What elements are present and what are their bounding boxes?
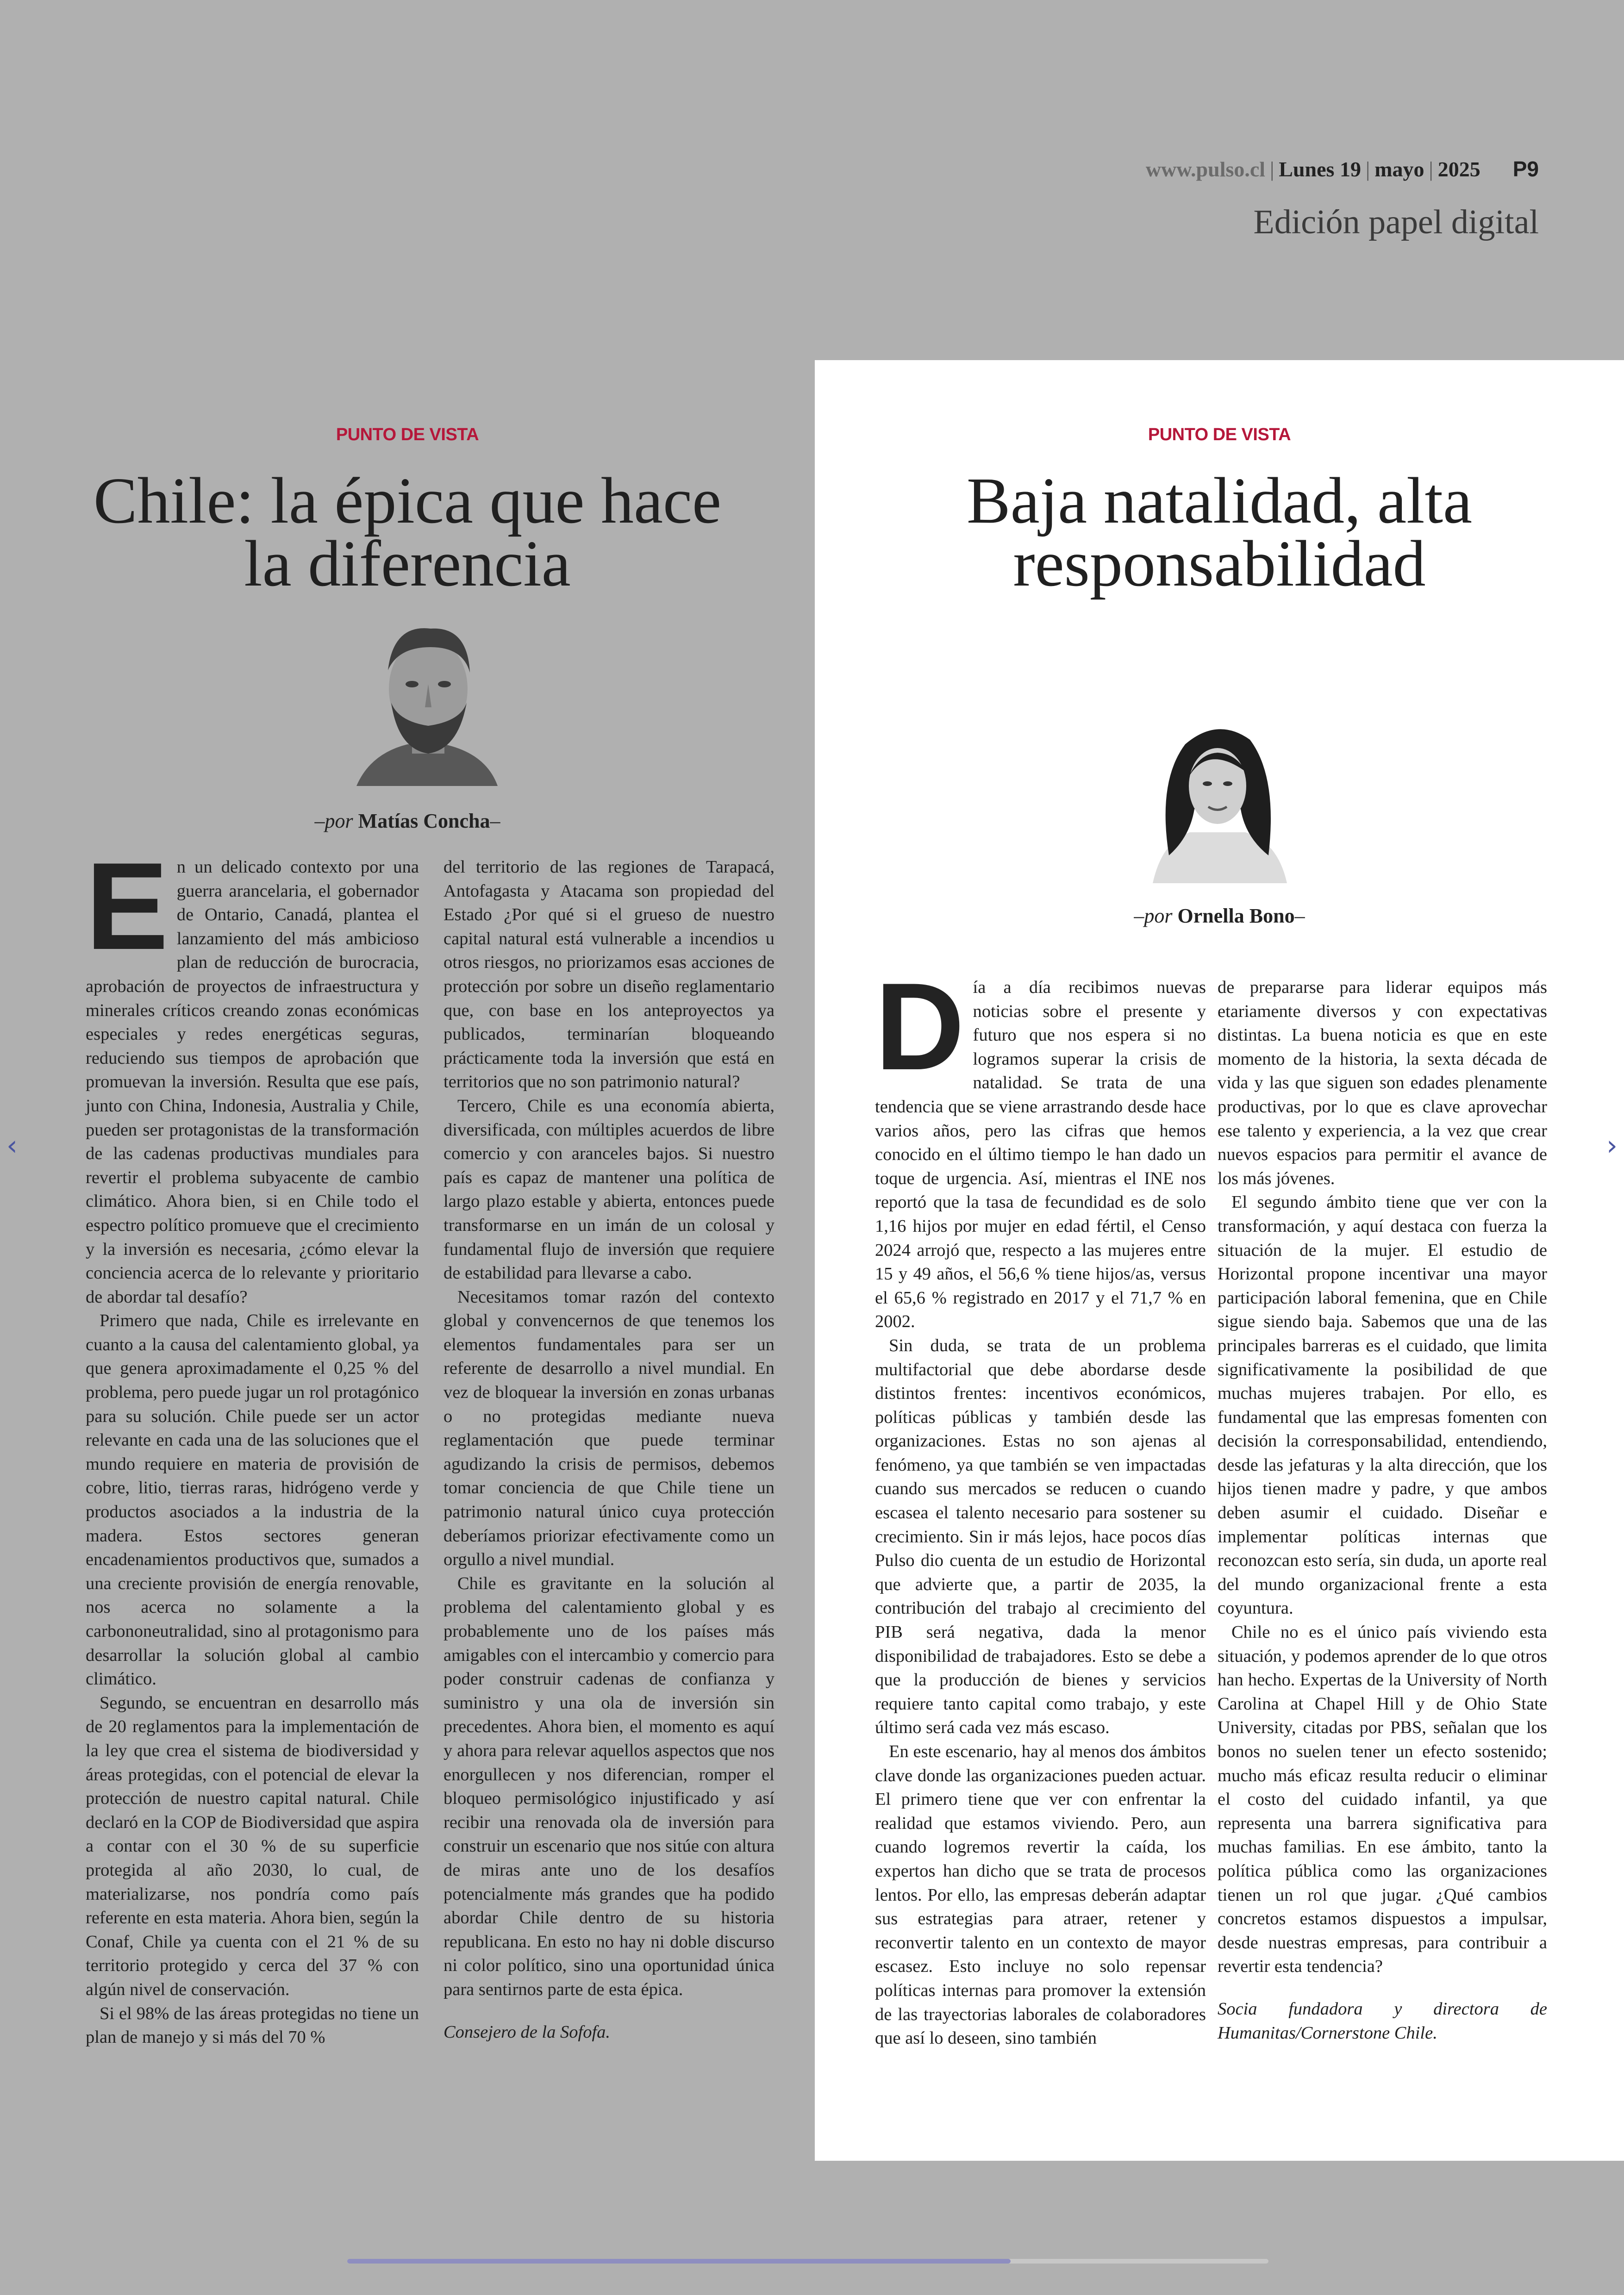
title-line-1: Chile: la épica que hace bbox=[93, 464, 722, 537]
article-column-2 bbox=[1218, 976, 1547, 2045]
byline bbox=[0, 809, 815, 833]
section-label: PUNTO DE VISTA bbox=[336, 425, 479, 444]
article-title bbox=[0, 464, 815, 600]
page-number: P9 bbox=[1512, 157, 1539, 181]
author-portrait-icon bbox=[352, 615, 500, 786]
paragraph: Chile no es el único país viviendo esta situación, y podemos aprender de lo que otros han hecho. Expertas de la University of North Carolina at Chapel Hill y de Ohio State University, citadas por PBS, señalan que los bonos no suelen tener un efecto sostenido; mucho más eficaz resulta reducir o eliminar el costo del cuidado infantil, ya que representa una barrera significativa para muchas familias. En ese ámbito, tanto la política pública como las organizaciones tienen un rol que jugar. ¿Qué cambios concretos estamos dispuestos a impulsar, desde nuestras empresas, para contribuir a revertir esta tendencia? bbox=[1218, 1622, 1547, 1977]
paragraph: Segundo, se encuentran en desarrollo más de 20 reglamentos para la implementación de la ley que crea el sistema de biodiversidad y áreas protegidas, con el potencial de elevar la protección de nuestro capital natural. Chile declaró en la COP de Biodiversidad que aspira a contar con el 30 % de su superficie protegida al año 2030, lo cual, de materializarse, nos pondría como país referente en esta materia. Ahora bien, según la Conaf, Chile ya cuenta con el 21 % de su territorio protegido y cerca del 37 % con algún nivel de conservación. bbox=[86, 1693, 419, 1999]
paragraph: del territorio de las regiones de Tarapacá, Antofagasta y Atacama son propiedad del Estado ¿Por qué si el grueso de nuestro capital natural está vulnerable a incendios u otros riesgos, no priorizamos esas acciones de protección por sobre un diseño reglamentario que, con base en los anteproyectos ya publicados, terminarían bloqueando prácticamente toda la inversión que está en territorios que no son patrimonio natural? bbox=[443, 857, 775, 1092]
byline bbox=[815, 904, 1624, 928]
article-column-2 bbox=[443, 855, 775, 2044]
title-line-2: responsabilidad bbox=[1013, 527, 1426, 600]
drop-cap: E bbox=[86, 836, 169, 975]
paragraph: El segundo ámbito tiene que ver con la transformación, y aquí destaca con fuerza la situación de la mujer. El estudio de Horizontal propone incentivar una mayor participación laboral femenina, que en Chile sigue siendo baja. Sabemos que una de las principales barreras es el cuidado, que limita significativamente la posibilidad de que muchas mujeres trabajen. Por ello, es fundamental que las empresas fomenten con decisión la corresponsabilidad, entendiendo, desde las jefaturas y la alta dirección, que los hijos tienen madre y padre, y que ambos deben asumir el cuidado. Diseñar e implementar políticas internas que reconozcan esto sería, sin duda, un aporte real del mundo organizacional frente a esta coyuntura. bbox=[1218, 1192, 1547, 1618]
byline-suffix: – bbox=[490, 810, 500, 832]
chevron-right-icon[interactable]: › bbox=[1606, 1129, 1618, 1162]
site-url[interactable]: www.pulso.cl bbox=[1145, 157, 1266, 181]
byline-prefix: –por bbox=[1134, 904, 1173, 927]
edition-day: Lunes 19 bbox=[1279, 157, 1361, 181]
drop-cap: D bbox=[875, 957, 965, 1096]
author-name: Matías Concha bbox=[358, 810, 490, 832]
article-title bbox=[815, 464, 1624, 600]
section-label: PUNTO DE VISTA bbox=[1148, 425, 1291, 444]
left-page bbox=[0, 360, 815, 2161]
paragraph: Primero que nada, Chile es irrelevante en cuanto a la causa del calentamiento global, ya que genera aproximadamente el 0,25 % del problema, pero puede jugar un rol protagónico para su solución. Chile puede ser un actor relevante en cada una de las soluciones que el mundo requiere en materia de provisión de cobre, litio, tierras raras, hidrógeno verde y productos asociados a la industria de la madera. Estos sectores generan encadenamientos productivos que, sumados a una creciente provisión de energía renovable, nos acerca no solamente a la carbononeutralidad, sino al protagonismo para desarrollar la solución global al cambio climático. bbox=[86, 1311, 419, 1689]
article-column-1 bbox=[875, 957, 1206, 2051]
paragraph: Si el 98% de las áreas protegidas no tiene un plan de manejo y si más del 70 % bbox=[86, 2003, 419, 2047]
paragraph: n un delicado contexto por una guerra arancelaria, el gobernador de Ontario, Canadá, plantea el lanzamiento del más ambicioso plan de reducción de burocracia, aprobación de proyectos de infraestructura y minerales críticos creando zonas económicas especiales y redes energéticas seguras, reduciendo sus tiempos de aprobación que promuevan la inversión. Resulta que ese país, junto con China, Indonesia, Australia y Chile, pueden ser protagonistas de la transformación de las cadenas productivas mundiales para revertir el problema subyacente de cambio climático. Ahora bien, si en Chile todo el espectro político promueve que el crecimiento y la inversión es necesaria, ¿cómo elevar la conciencia acerca de lo relevante y prioritario de abordar tal desafío? bbox=[86, 857, 419, 1307]
paragraph: Necesitamos tomar razón del contexto global y convencernos de que tenemos los elementos fundamentales para ser un referente de desarrollo a nivel mundial. En vez de bloquear la inversión en zonas urbanas o no protegidas mediante nueva reglamentación que puede terminar agudizando la crisis de permisos, debemos tomar conciencia de que Chile tiene un patrimonio natural único cuya protección deberíamos priorizar efectivamente como un orgullo a nivel mundial. bbox=[443, 1287, 775, 1570]
paragraph: ía a día recibimos nuevas noticias sobre el presente y futuro que nos espera si no logramos superar la crisis de natalidad. Se trata de una tendencia que se viene arrastrando desde hace varios años, pero las cifras que hemos conocido en el último tiempo le han dado un toque de urgencia. Así, mientras el INE nos reportó que la tasa de fecundidad es de solo 1,16 hijos por mujer en edad fértil, el Censo 2024 arrojó que, respecto a las mujeres entre 15 y 49 años, el 56,6 % tiene hijos/as, versus el 65,6 % registrado en 2017 y el 71,7 % en 2002. bbox=[875, 978, 1206, 1332]
chevron-left-icon[interactable]: ‹ bbox=[6, 1129, 18, 1162]
right-page bbox=[815, 360, 1624, 2161]
title-line-1: Baja natalidad, alta bbox=[966, 464, 1473, 537]
paragraph: En este escenario, hay al menos dos ámbitos clave donde las organizaciones pueden actuar. El primero tiene que ver con enfrentar la realidad que estamos viviendo. Pero, aun cuando logremos revertir la caída, los expertos han dicho que se trata de procesos lentos. Por ello, las empresas deberán adaptar sus estrategias para atraer, retener y reconvertir talento en un contexto de mayor escasez. Esto incluye no solo repensar políticas internas para promover la extensión de las trayectorias laborales de colaboradores que así lo deseen, sino también bbox=[875, 1742, 1206, 2048]
edition-year: 2025 bbox=[1437, 157, 1480, 181]
author-portrait-icon bbox=[1125, 717, 1310, 883]
title-line-2: la diferencia bbox=[244, 527, 571, 600]
author-signature: Consejero de la Sofofa. bbox=[443, 2022, 611, 2042]
edition-meta: www.pulso.cl | Lunes 19 | mayo | 2025 P9 bbox=[1145, 157, 1539, 181]
edition-month: mayo bbox=[1374, 157, 1424, 181]
paragraph: Chile es gravitante en la solución al problema del calentamiento global y es probablemente uno de los países más amigables con el intercambio y comercio para poder construir cadenas de confianza y suministro y una ola de inversión sin precedentes. Ahora bien, el momento es aquí y ahora para relevar aquellos aspectos que nos enorgullecen y nos diferencian, romper el bloqueo permisológico injustificado y así recibir una renovada ola de inversión para construir un escenario que nos sitúe con altura de miras ante uno de los desafíos potencialmente más grandes que ha podido abordar Chile dentro de su historia republicana. En esto no hay ni doble discurso ni color político, sino una oportunidad única para sentirnos parte de esta épica. bbox=[443, 1573, 775, 1999]
author-signature: Socia fundadora y directora de Humanitas/Cornerstone Chile. bbox=[1218, 1999, 1547, 2043]
byline-suffix: – bbox=[1294, 904, 1305, 927]
author-name: Ornella Bono bbox=[1177, 904, 1295, 927]
paragraph: Sin duda, se trata de un problema multifactorial que debe abordarse desde distintos frentes: incentivos económicos, políticas públicas y también desde las organizaciones. Estas no son ajenas al fenómeno, ya que también se ven impactadas cuando sus mercados se reducen o cuando escasea el talento necesario para sostener su crecimiento. Sin ir más lejos, hace pocos días Pulso dio cuenta de un estudio de Horizontal que advierte que, a partir de 2035, la contribución del trabajo al crecimiento del PIB será negativa, dada la menor disponibilidad de trabajadores. Esto se debe a que la producción de bienes y servicios requiere tanto capital como trabajo, y este último será cada vez más escaso. bbox=[875, 1335, 1206, 1738]
byline-prefix: –por bbox=[314, 810, 353, 832]
page-progress-track[interactable] bbox=[347, 2259, 1268, 2264]
page-progress-fill bbox=[347, 2259, 1011, 2264]
edition-label: Edición papel digital bbox=[1253, 203, 1539, 241]
paragraph: de prepararse para liderar equipos más etariamente diversos y con expectativas distintas. La buena noticia es que en este momento de la historia, la sexta década de vida y las que siguen son edades plenamente productivas, por lo que es clave aprovechar ese talento y experiencia, a la vez que crear nuevos espacios para permitir el avance de los más jóvenes. bbox=[1218, 978, 1547, 1188]
paragraph: Tercero, Chile es una economía abierta, diversificada, con múltiples acuerdos de libre comercio y con aranceles bajos. Si nuestro país es capaz de mantener una política de largo plazo estable y abierta, entonces puede transformarse en un imán de un colosal y fundamental flujo de inversión que requiere de estabilidad para llevarse a cabo. bbox=[443, 1096, 775, 1283]
article-column-1 bbox=[86, 836, 419, 2050]
